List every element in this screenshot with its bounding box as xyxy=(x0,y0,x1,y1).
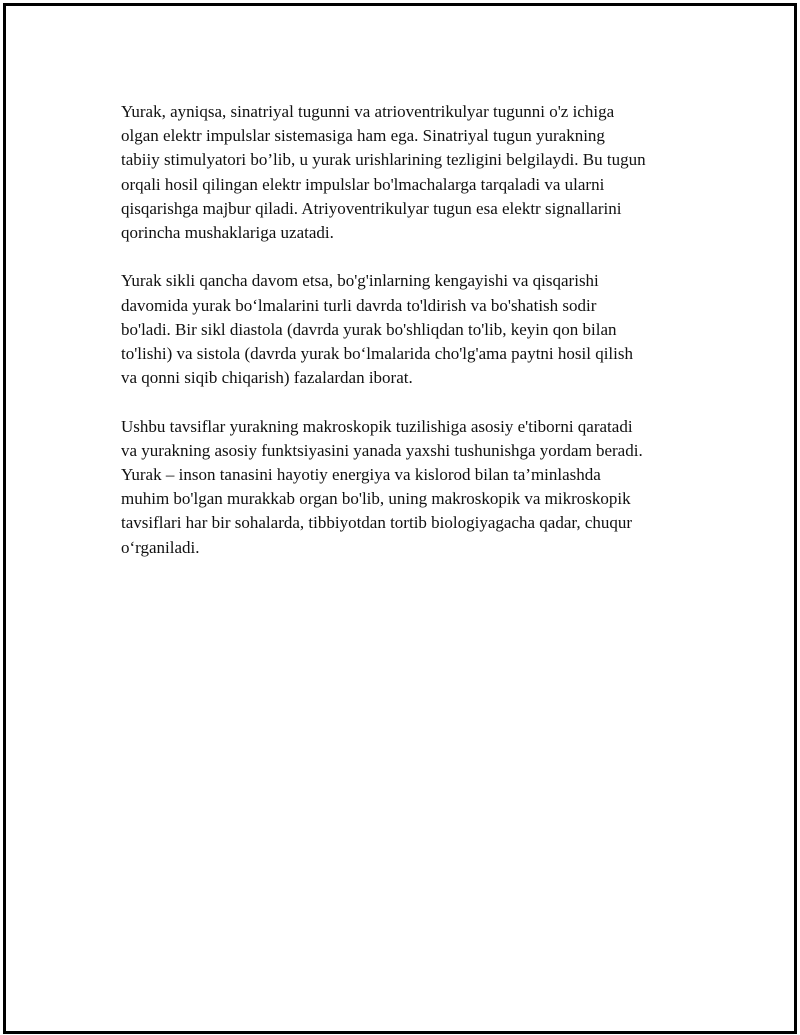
paragraph-2 xyxy=(121,269,711,390)
text-line: tavsiflari har bir sohalarda, tibbiyotdan tortib biologiyagacha qadar, chuqur xyxy=(121,513,633,533)
text-line: Ushbu tavsiflar yurakning makroskopik tuzilishiga asosiy e'tiborni qaratadi xyxy=(121,416,633,436)
text-line: to'lishi) va sistola (davrda yurak bo‘lmalarida cho'lg'ama paytni hosil qilish xyxy=(121,344,633,364)
text-line: o‘rganiladi. xyxy=(121,537,200,557)
paragraph-1 xyxy=(121,100,711,245)
text-line: Yurak, ayniqsa, sinatriyal tugunni va atrioventrikulyar tugunni o'z ichiga xyxy=(121,102,615,121)
page-frame xyxy=(3,3,797,1034)
text-line: Yurak sikli qancha davom etsa, bo'g'inlarning kengayishi va qisqarishi xyxy=(121,271,599,291)
text-line: va yurakning asosiy funktsiyasini yanada yaxshi tushunishga yordam beradi. xyxy=(121,440,643,460)
text-line: qisqarishga majbur qiladi. Atriyoventrikulyar tugun esa elektr signallarini xyxy=(121,198,622,218)
text-line: olgan elektr impulslar sistemasiga ham ega. Sinatriyal tugun yurakning xyxy=(121,126,605,146)
text-line: bo'ladi. Bir sikl diastola (davrda yurak bo'shliqdan to'lib, keyin qon bilan xyxy=(121,319,617,339)
text-line: orqali hosil qilingan elektr impulslar bo'lmachalarga tarqaladi va ularni xyxy=(121,174,605,194)
document-body xyxy=(121,100,711,584)
text-line: muhim bo'lgan murakkab organ bo'lib, uning makroskopik va mikroskopik xyxy=(121,489,631,509)
text-line: qorincha mushaklariga uzatadi. xyxy=(121,223,334,243)
text-line: davomida yurak bo‘lmalarini turli davrda to'ldirish va bo'shatish sodir xyxy=(121,295,597,315)
text-line: Yurak – inson tanasini hayotiy energiya va kislorod bilan ta’minlashda xyxy=(121,465,601,485)
paragraph-3 xyxy=(121,415,711,560)
text-line: tabiiy stimulyatori bo’lib, u yurak urishlarining tezligini belgilaydi. Bu tugun xyxy=(121,150,646,170)
text-line: va qonni siqib chiqarish) fazalardan iborat. xyxy=(121,368,413,388)
